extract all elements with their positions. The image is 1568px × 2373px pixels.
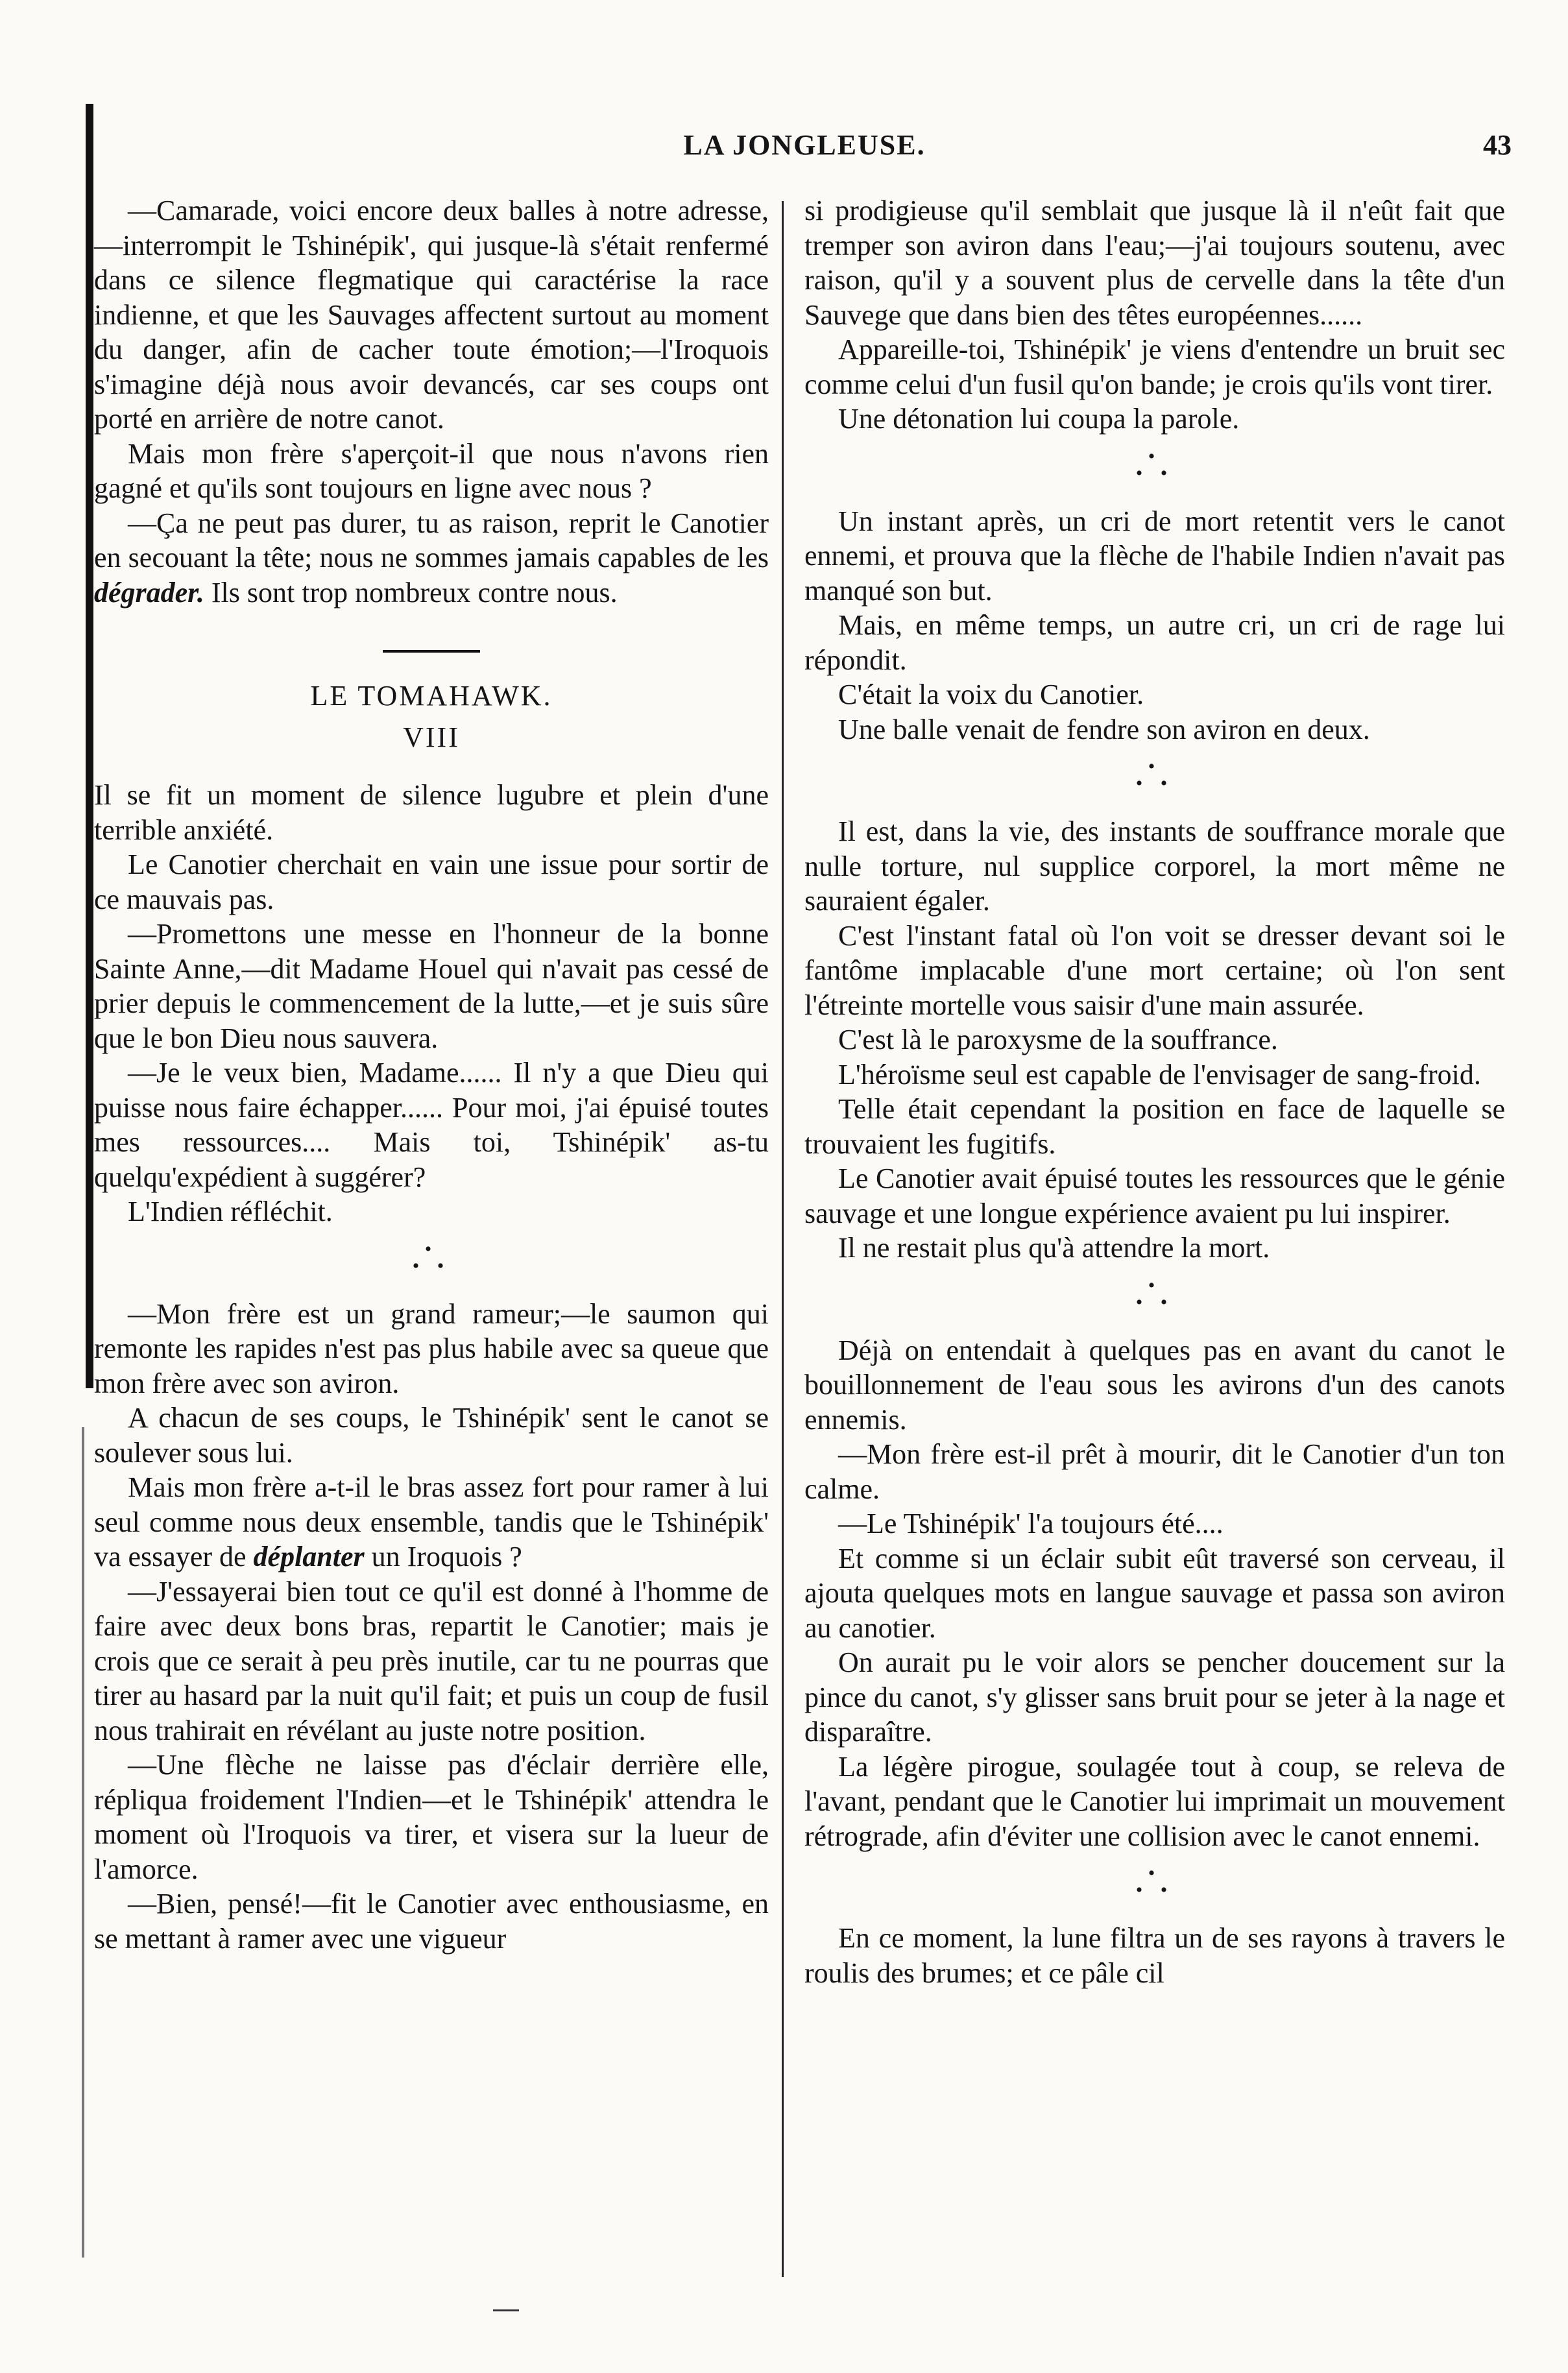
binding-edge-lower <box>82 1427 84 2258</box>
footer-mark <box>493 2309 519 2311</box>
paragraph: Telle était cependant la position en face de laquelle se trouvaient les fugitifs. <box>804 1093 1505 1160</box>
paragraph: —Mon frère est-il prêt à mourir, dit le Canotier d'un ton calme. <box>804 1438 1505 1505</box>
paragraph: Appareille-toi, Tshinépik' je viens d'entendre un bruit sec comme celui d'un fusil qu'on bande; je crois qu'ils vont tirer. <box>804 333 1505 400</box>
paragraph: Il se fit un moment de silence lugubre et plein d'une terrible anxiété. <box>94 779 769 846</box>
column-divider <box>782 201 784 2277</box>
paragraph: L'héroïsme seul est capable de l'envisager de sang-froid. <box>838 1058 1481 1090</box>
paragraph <box>94 506 769 610</box>
paragraph: Il ne restait plus qu'à attendre la mort. <box>838 1232 1270 1264</box>
paragraph: —Camarade, voici encore deux balles à notre adresse,—interrompit le Tshinépik', qui jusque-là s'était renfermé dans ce silence flegmatique qui caractérise la race indienne, et que les Sauvages affectent surtout au moment du danger, afin de cacher toute émotion;—l'Iroquois s'imagine déjà nous avoir devancés, car ses coups ont porté en arrière de notre canot. <box>94 195 769 435</box>
paragraph: —Mon frère est un grand rameur;—le saumon qui remonte les rapides n'est pas plus habile avec sa queue que mon frère avec son aviron. <box>94 1297 769 1399</box>
paragraph <box>94 1470 769 1574</box>
paragraph: C'est là le paroxysme de la souffrance. <box>838 1024 1278 1055</box>
paragraph: Une balle venait de fendre son aviron en deux. <box>838 713 1370 745</box>
paragraph: L'Indien réfléchit. <box>128 1196 333 1227</box>
paragraph: —Le Tshinépik' l'a toujours été.... <box>838 1508 1224 1539</box>
paragraph: —Promettons une messe en l'honneur de la bonne Sainte Anne,—dit Madame Houel qui n'avait pas cessé de prier depuis le commencement de la lutte,—et je suis sûre que le bon Dieu nous sauvera. <box>94 918 769 1054</box>
paragraph: —Bien, pensé!—fit le Canotier avec enthousiasme, en se mettant à ramer avec une vigueur <box>94 1888 769 1955</box>
asterism: • • • <box>1135 756 1174 794</box>
section-rule <box>383 650 480 653</box>
asterism: • • • <box>1135 445 1174 484</box>
paragraph: —J'essayerai bien tout ce qu'il est donné à l'homme de faire avec deux bons bras, repartit le Canotier; mais je crois que ce serait à peu près inutile, car tu ne pourras que tirer au hasard par la nuit qu'il fait; et puis un coup de fusil nous trahirait en révélant au juste notre position. <box>94 1575 769 1746</box>
italic-word: dégrader. <box>94 576 204 608</box>
paragraph: Une détonation lui coupa la parole. <box>838 403 1240 435</box>
chapter-number: VIII <box>403 721 460 753</box>
paragraph: —Une flèche ne laisse pas d'éclair derrière elle, répliqua froidement l'Indien—et le Tshinépik' attendra le moment où l'Iroquois va tirer, et visera sur la lueur de l'amorce. <box>94 1749 769 1885</box>
italic-word: déplanter <box>253 1541 365 1572</box>
section-title: LE TOMAHAWK. <box>310 680 553 712</box>
text-run: Mais mon frère a-t-il le bras assez fort pour ramer à lui seul comme nous deux ensemble, tandis que le Tshinépik' va essayer de <box>94 1471 769 1572</box>
binding-edge <box>86 104 93 1388</box>
paragraph: Déjà on entendait à quelques pas en avant du canot le bouillonnement de l'eau sous les avirons d'un des canots ennemis. <box>804 1334 1505 1436</box>
asterism: • • • <box>1135 1862 1174 1901</box>
asterism: • • • <box>1135 1274 1174 1313</box>
paragraph: A chacun de ses coups, le Tshinépik' sent le canot se soulever sous lui. <box>94 1402 769 1469</box>
paragraph: si prodigieuse qu'il semblait que jusque là il n'eût fait que tremper son aviron dans l'eau;—j'ai toujours soutenu, avec raison, qu'il y a souvent plus de cervelle dans la tête d'un Sauvege que dans bien des têtes européennes...... <box>804 195 1505 331</box>
paragraph: Et comme si un éclair subit eût traversé son cerveau, il ajouta quelques mots en langue sauvage et passa son aviron au canotier. <box>804 1542 1505 1644</box>
text-run: Ils sont trop nombreux contre nous. <box>204 576 618 608</box>
paragraph: Mais, en même temps, un autre cri, un cri de rage lui répondit. <box>804 609 1505 676</box>
paragraph: Le Canotier cherchait en vain une issue pour sortir de ce mauvais pas. <box>94 849 769 915</box>
paragraph: C'est l'instant fatal où l'on voit se dresser devant soi le fantôme implacable d'une mort certaine; où l'on sent l'étreinte mortelle vous saisir d'une main assurée. <box>804 919 1505 1021</box>
left-column <box>94 193 769 1956</box>
paragraph: Le Canotier avait épuisé toutes les ressources que le génie sauvage et une longue expérience avaient pu lui inspirer. <box>804 1162 1505 1229</box>
running-title: LA JONGLEUSE. <box>683 129 926 161</box>
paragraph: Mais mon frère s'aperçoit-il que nous n'avons rien gagné et qu'ils sont toujours en ligne avec nous ? <box>94 437 769 504</box>
paragraph: Il est, dans la vie, des instants de souffrance morale que nulle torture, nul supplice corporel, la mort même ne sauraient égaler. <box>804 815 1505 917</box>
text-run: un Iroquois ? <box>364 1541 522 1572</box>
text-run: —Ça ne peut pas durer, tu as raison, reprit le Canotier en secouant la tête; nous ne sommes jamais capables de les <box>94 507 769 573</box>
paragraph: On aurait pu le voir alors se pencher doucement sur la pince du canot, s'y glisser sans bruit pour se jeter à la nage et disparaître. <box>804 1646 1505 1748</box>
paragraph: Un instant après, un cri de mort retentit vers le canot ennemi, et prouva que la flèche de l'habile Indien n'avait pas manqué son but. <box>804 505 1505 607</box>
paragraph: C'était la voix du Canotier. <box>838 679 1144 710</box>
right-column <box>804 193 1505 1990</box>
paragraph: En ce moment, la lune filtra un de ses rayons à travers le roulis des brumes; et ce pâle cil <box>804 1922 1505 1989</box>
asterism: • • • <box>412 1238 451 1277</box>
page-number: 43 <box>1483 129 1512 161</box>
paragraph: La légère pirogue, soulagée tout à coup, se releva de l'avant, pendant que le Canotier lui imprimait un mouvement rétrograde, afin d'éviter une collision avec le canot ennemi. <box>804 1750 1505 1852</box>
running-header <box>97 128 1512 167</box>
paragraph: —Je le veux bien, Madame...... Il n'y a que Dieu qui puisse nous faire échapper...... Pour moi, j'ai épuisé toutes mes ressources.... Mais toi, Tshinépik' as-tu quelqu'expédient à suggérer? <box>94 1057 769 1193</box>
